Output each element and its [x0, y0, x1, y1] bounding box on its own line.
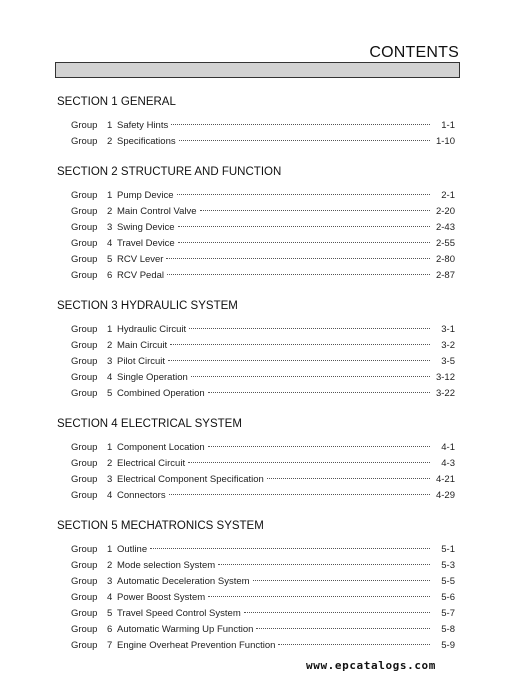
group-number: 6	[107, 624, 113, 635]
dot-leader	[171, 124, 430, 125]
toc-entry[interactable]	[57, 456, 455, 472]
entry-title: Pump Device	[117, 190, 174, 201]
entry-title: Hydraulic Circuit	[117, 324, 187, 335]
page-number: 3-1	[441, 324, 455, 335]
group-label: Group	[71, 324, 98, 335]
entry-title: Main Circuit	[117, 340, 168, 351]
toc-entry[interactable]	[57, 606, 455, 622]
entry-title: Single Operation	[117, 372, 188, 383]
group-number: 2	[107, 560, 113, 571]
entry-title: Power Boost System	[117, 592, 206, 603]
dot-leader	[168, 360, 430, 361]
group-label: Group	[71, 388, 98, 399]
group-number: 4	[107, 490, 113, 501]
dot-leader	[178, 226, 430, 227]
entry-title: Electrical Circuit	[117, 458, 186, 469]
entry-title: Automatic Deceleration System	[117, 576, 250, 587]
group-number: 1	[107, 120, 113, 131]
group-label: Group	[71, 206, 98, 217]
group-label: Group	[71, 238, 98, 249]
toc-entry[interactable]	[57, 268, 455, 284]
page-number: 2-55	[435, 238, 455, 249]
page-number: 2-43	[435, 222, 455, 233]
watermark-text: www.epcatalogs.com	[306, 659, 437, 672]
toc-entry[interactable]	[57, 558, 455, 574]
dot-leader	[208, 392, 430, 393]
toc-entry[interactable]	[57, 440, 455, 456]
page-number: 5-3	[441, 560, 455, 571]
entry-title: Outline	[117, 544, 148, 555]
toc-entry[interactable]	[57, 338, 455, 354]
group-label: Group	[71, 474, 98, 485]
section-2	[57, 162, 455, 284]
dot-leader	[188, 462, 430, 463]
section-heading: SECTION 4 ELECTRICAL SYSTEM	[57, 418, 242, 430]
group-number: 3	[107, 356, 113, 367]
toc-entry[interactable]	[57, 236, 455, 252]
page-number: 5-9	[441, 640, 455, 651]
page-number: 5-1	[441, 544, 455, 555]
entry-title: Safety Hints	[117, 120, 169, 131]
group-number: 4	[107, 592, 113, 603]
dot-leader	[253, 580, 430, 581]
toc-entry[interactable]	[57, 370, 455, 386]
group-number: 3	[107, 576, 113, 587]
dot-leader	[191, 376, 430, 377]
contents-list	[57, 92, 455, 666]
group-label: Group	[71, 458, 98, 469]
group-number: 3	[107, 474, 113, 485]
toc-entry[interactable]	[57, 542, 455, 558]
group-number: 1	[107, 324, 113, 335]
page-number: 2-80	[435, 254, 455, 265]
toc-entry[interactable]	[57, 118, 455, 134]
dot-leader	[150, 548, 430, 549]
group-label: Group	[71, 340, 98, 351]
toc-entry[interactable]	[57, 322, 455, 338]
dot-leader	[177, 194, 431, 195]
group-label: Group	[71, 136, 98, 147]
group-number: 3	[107, 222, 113, 233]
toc-entry[interactable]	[57, 188, 455, 204]
group-label: Group	[71, 490, 98, 501]
page-number: 2-20	[435, 206, 455, 217]
entry-title: Travel Device	[117, 238, 175, 249]
entry-title: Travel Speed Control System	[117, 608, 241, 619]
dot-leader	[278, 644, 430, 645]
entry-title: Specifications	[117, 136, 176, 147]
page-number: 3-5	[441, 356, 455, 367]
group-label: Group	[71, 592, 98, 603]
group-number: 1	[107, 190, 113, 201]
group-number: 1	[107, 442, 113, 453]
page-number: 5-7	[441, 608, 455, 619]
group-label: Group	[71, 372, 98, 383]
entry-title: Combined Operation	[117, 388, 205, 399]
entry-title: Swing Device	[117, 222, 175, 233]
toc-entry[interactable]	[57, 574, 455, 590]
toc-entry[interactable]	[57, 354, 455, 370]
section-1	[57, 92, 455, 150]
page-number: 4-29	[435, 490, 455, 501]
page-title: CONTENTS	[369, 44, 459, 61]
group-number: 5	[107, 608, 113, 619]
toc-entry[interactable]	[57, 590, 455, 606]
group-number: 2	[107, 458, 113, 469]
entry-title: RCV Lever	[117, 254, 164, 265]
dot-leader	[169, 494, 430, 495]
group-number: 5	[107, 388, 113, 399]
dot-leader	[166, 258, 430, 259]
dot-leader	[218, 564, 430, 565]
page-number: 3-12	[435, 372, 455, 383]
section-heading: SECTION 3 HYDRAULIC SYSTEM	[57, 300, 238, 312]
entry-title: Main Control Valve	[117, 206, 197, 217]
dot-leader	[208, 596, 430, 597]
entry-title: RCV Pedal	[117, 270, 164, 281]
group-label: Group	[71, 270, 98, 281]
toc-entry[interactable]	[57, 252, 455, 268]
group-number: 1	[107, 544, 113, 555]
dot-leader	[189, 328, 430, 329]
dot-leader	[178, 242, 430, 243]
dot-leader	[256, 628, 430, 629]
dot-leader	[208, 446, 430, 447]
page-number: 3-22	[435, 388, 455, 399]
toc-entry[interactable]	[57, 134, 455, 150]
toc-entry[interactable]	[57, 488, 455, 504]
group-label: Group	[71, 120, 98, 131]
group-number: 4	[107, 238, 113, 249]
toc-entry[interactable]	[57, 638, 455, 654]
dot-leader	[267, 478, 430, 479]
page-number: 3-2	[441, 340, 455, 351]
group-number: 2	[107, 136, 113, 147]
section-5	[57, 516, 455, 654]
section-heading: SECTION 2 STRUCTURE AND FUNCTION	[57, 166, 282, 178]
page-number: 5-8	[441, 624, 455, 635]
title-bar	[55, 62, 460, 78]
section-heading: SECTION 1 GENERAL	[57, 96, 176, 108]
entry-title: Engine Overheat Prevention Function	[117, 640, 276, 651]
dot-leader	[244, 612, 430, 613]
page-number: 1-1	[441, 120, 455, 131]
group-label: Group	[71, 640, 98, 651]
group-label: Group	[71, 608, 98, 619]
entry-title: Pilot Circuit	[117, 356, 166, 367]
page-number: 5-6	[441, 592, 455, 603]
group-label: Group	[71, 560, 98, 571]
dot-leader	[200, 210, 430, 211]
dot-leader	[170, 344, 430, 345]
group-number: 2	[107, 340, 113, 351]
page-number: 5-5	[441, 576, 455, 587]
page-number: 1-10	[435, 136, 455, 147]
page-number: 4-21	[435, 474, 455, 485]
group-number: 7	[107, 640, 113, 651]
toc-entry[interactable]	[57, 472, 455, 488]
entry-title: Electrical Component Specification	[117, 474, 264, 485]
group-label: Group	[71, 544, 98, 555]
entry-title: Mode selection System	[117, 560, 216, 571]
group-label: Group	[71, 190, 98, 201]
group-label: Group	[71, 576, 98, 587]
page-number: 2-87	[435, 270, 455, 281]
group-label: Group	[71, 624, 98, 635]
group-label: Group	[71, 442, 98, 453]
group-number: 4	[107, 372, 113, 383]
entry-title: Connectors	[117, 490, 166, 501]
page-number: 4-1	[441, 442, 455, 453]
entry-title: Automatic Warming Up Function	[117, 624, 254, 635]
toc-entry[interactable]	[57, 204, 455, 220]
group-number: 5	[107, 254, 113, 265]
toc-entry[interactable]	[57, 220, 455, 236]
section-4	[57, 414, 455, 504]
page-number: 4-3	[441, 458, 455, 469]
group-label: Group	[71, 356, 98, 367]
toc-entry[interactable]	[57, 622, 455, 638]
group-number: 6	[107, 270, 113, 281]
group-label: Group	[71, 222, 98, 233]
group-number: 2	[107, 206, 113, 217]
page-number: 2-1	[441, 190, 455, 201]
dot-leader	[167, 274, 430, 275]
entry-title: Component Location	[117, 442, 205, 453]
section-3	[57, 296, 455, 402]
dot-leader	[179, 140, 430, 141]
toc-entry[interactable]	[57, 386, 455, 402]
section-heading: SECTION 5 MECHATRONICS SYSTEM	[57, 520, 264, 532]
group-label: Group	[71, 254, 98, 265]
